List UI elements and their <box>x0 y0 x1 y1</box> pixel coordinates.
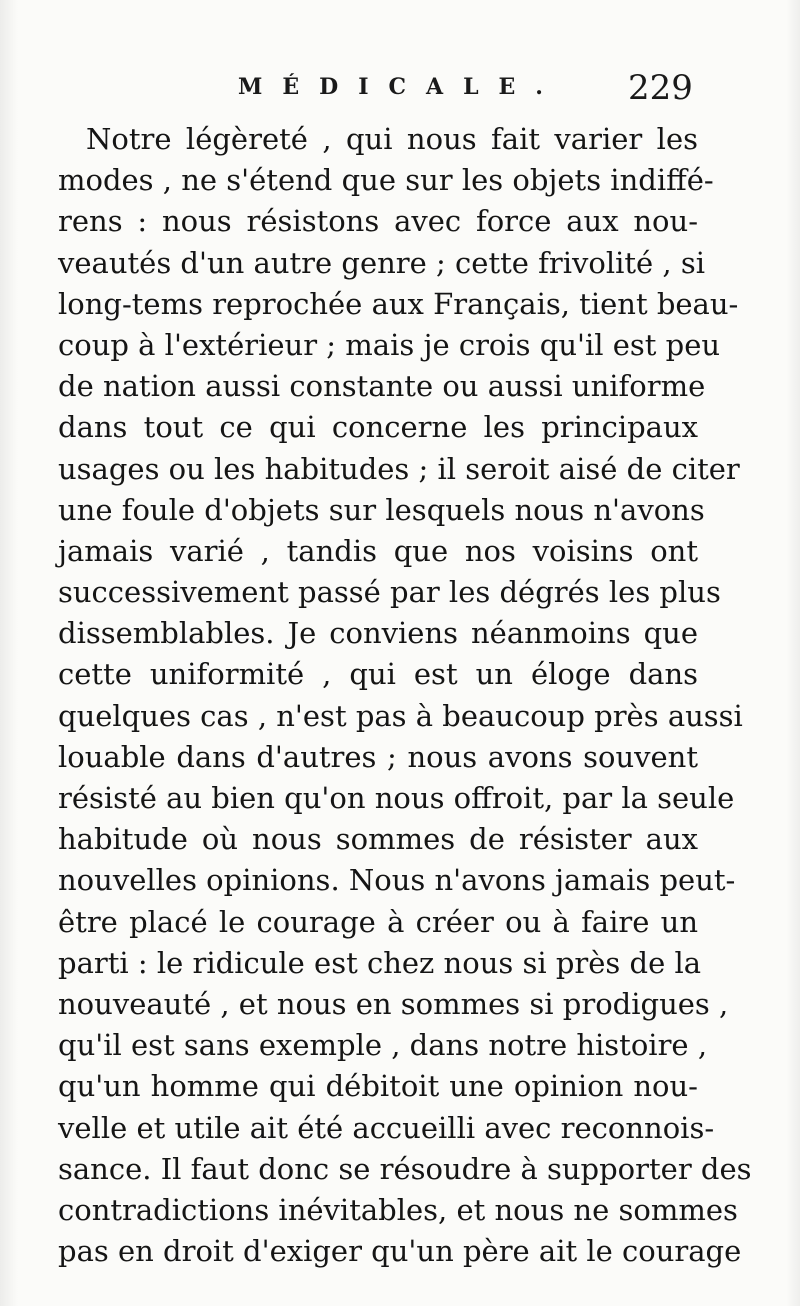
page-number: 229 <box>628 68 693 108</box>
text-line: louable dans d'autres ; nous avons souvent <box>58 739 698 774</box>
running-head <box>0 68 800 112</box>
text-line: contradictions inévitables, et nous ne sommes <box>58 1192 738 1227</box>
text-line: successivement passé par les dégrés les plus <box>58 575 721 610</box>
text-line: jamais varié , tandis que nos voisins ont <box>58 533 698 568</box>
text-line: velle et utile ait été accueilli avec reconnois- <box>58 1110 715 1145</box>
text-line: nouvelles opinions. Nous n'avons jamais peut- <box>58 863 736 898</box>
text-line: Notre légèreté , qui nous fait varier les <box>86 122 698 156</box>
text-line: dissemblables. Je conviens néanmoins que <box>58 616 698 651</box>
text-line: sance. Il faut donc se résoudre à supporter des <box>58 1151 752 1186</box>
body-text <box>58 119 752 1272</box>
text-line: usages ou les habitudes ; il seroit aisé de citer <box>58 451 740 486</box>
text-line: une foule d'objets sur lesquels nous n'avons <box>58 492 705 527</box>
text-line: rens : nous résistons avec force aux nou- <box>58 204 698 239</box>
text-line: être placé le courage à créer ou à faire un <box>58 904 698 939</box>
scan-edge-right <box>786 0 800 1306</box>
scan-edge-left <box>0 0 18 1306</box>
text-line: résisté au bien qu'on nous offroit, par la seule <box>58 781 735 815</box>
text-line: de nation aussi constante ou aussi uniforme <box>58 369 706 404</box>
text-line: pas en droit d'exiger qu'un père ait le courage <box>58 1234 742 1269</box>
text-line: parti : le ridicule est chez nous si près de la <box>58 945 702 980</box>
text-line: nouveauté , et nous en sommes si prodigues , <box>58 986 729 1021</box>
text-line: dans tout ce qui concerne les principaux <box>58 410 698 445</box>
text-line: qu'il est sans exemple , dans notre histoire , <box>58 1028 708 1063</box>
running-title: MÉDICALE. <box>238 74 563 100</box>
text-line: cette uniformité , qui est un éloge dans <box>58 657 698 692</box>
text-line: veautés d'un autre genre ; cette frivolité , si <box>58 245 706 280</box>
text-line: long-tems reprochée aux Français, tient beau- <box>58 286 739 321</box>
text-line: quelques cas , n'est pas à beaucoup près aussi <box>58 698 743 733</box>
text-line: modes , ne s'étend que sur les objets indiffé- <box>58 163 714 198</box>
text-line: qu'un homme qui débitoit une opinion nou- <box>58 1069 698 1104</box>
text-line: habitude où nous sommes de résister aux <box>58 822 698 857</box>
text-line: coup à l'extérieur ; mais je crois qu'il est peu <box>58 327 721 362</box>
